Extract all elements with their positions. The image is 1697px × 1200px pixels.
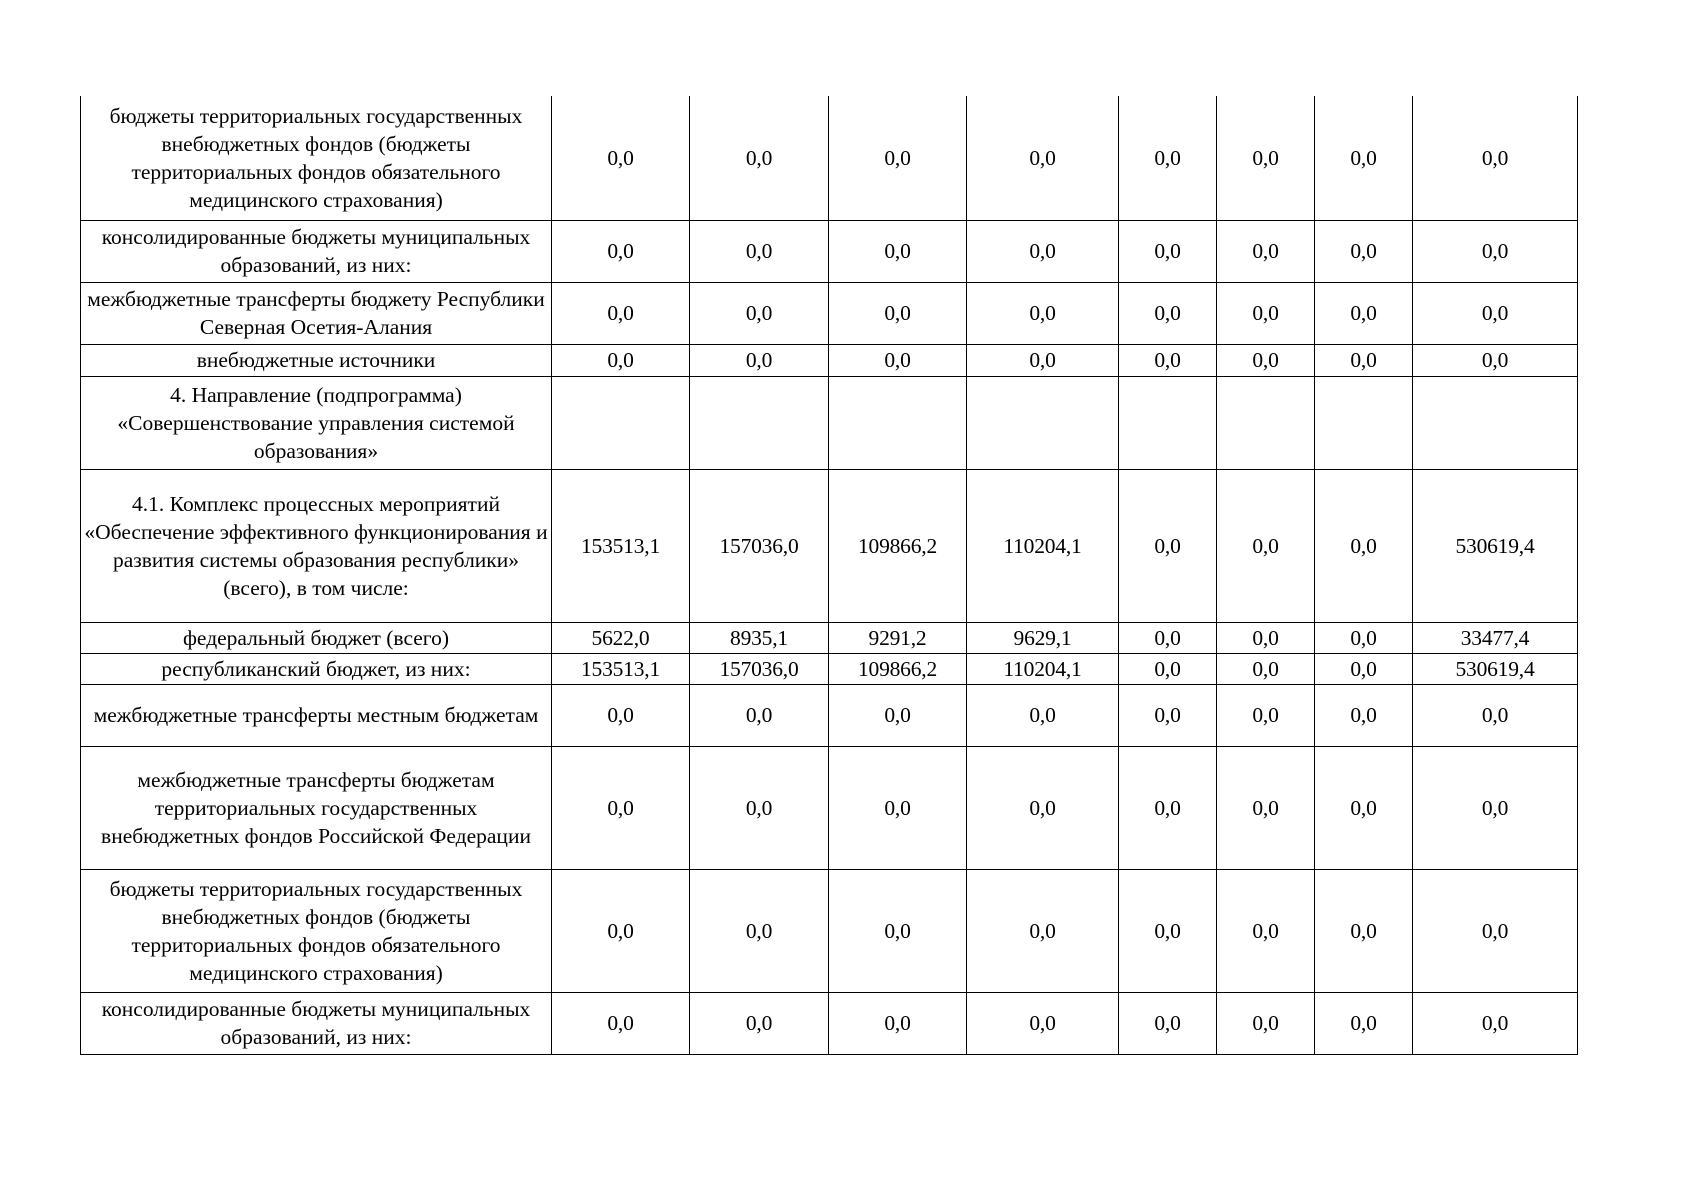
value-cell: 0,0 (1315, 992, 1413, 1054)
value-cell: 0,0 (1315, 746, 1413, 869)
table-row (81, 376, 1578, 469)
value-cell: 0,0 (690, 684, 829, 746)
value-cell: 0,0 (1413, 869, 1578, 992)
row-label: бюджеты территориальных государственных внебюджетных фондов (бюджеты территориальных фондов обязательного медицинского страхования) (81, 869, 552, 992)
value-cell: 0,0 (552, 746, 690, 869)
value-cell (552, 376, 690, 469)
value-cell: 0,0 (1315, 622, 1413, 653)
value-cell: 0,0 (829, 684, 967, 746)
row-label: консолидированные бюджеты муниципальных образований, из них: (81, 992, 552, 1054)
value-cell: 0,0 (1413, 220, 1578, 282)
value-cell: 0,0 (1119, 869, 1217, 992)
value-cell: 0,0 (1217, 220, 1315, 282)
value-cell: 0,0 (1315, 469, 1413, 622)
budget-table (80, 96, 1578, 1055)
value-cell: 109866,2 (829, 469, 967, 622)
value-cell: 0,0 (1119, 653, 1217, 684)
value-cell: 0,0 (967, 869, 1119, 992)
value-cell: 0,0 (967, 684, 1119, 746)
row-label: внебюджетные источники (81, 344, 552, 376)
table-row (81, 469, 1578, 622)
table-row (81, 96, 1578, 220)
value-cell: 157036,0 (690, 653, 829, 684)
table-row (81, 869, 1578, 992)
value-cell: 0,0 (552, 96, 690, 220)
value-cell: 0,0 (1413, 96, 1578, 220)
value-cell: 0,0 (1217, 992, 1315, 1054)
row-label: межбюджетные трансферты бюджетам территориальных государственных внебюджетных фондов Российской Федерации (81, 746, 552, 869)
value-cell: 9629,1 (967, 622, 1119, 653)
value-cell: 530619,4 (1413, 653, 1578, 684)
value-cell (1217, 376, 1315, 469)
value-cell: 0,0 (829, 282, 967, 344)
value-cell: 0,0 (1413, 344, 1578, 376)
value-cell: 0,0 (690, 282, 829, 344)
value-cell: 0,0 (1119, 746, 1217, 869)
value-cell: 0,0 (1217, 344, 1315, 376)
value-cell: 0,0 (1119, 220, 1217, 282)
value-cell: 0,0 (1119, 622, 1217, 653)
value-cell: 0,0 (829, 869, 967, 992)
row-label: межбюджетные трансферты местным бюджетам (81, 684, 552, 746)
value-cell: 0,0 (829, 96, 967, 220)
value-cell: 0,0 (1315, 344, 1413, 376)
value-cell (1119, 376, 1217, 469)
value-cell: 110204,1 (967, 469, 1119, 622)
value-cell: 0,0 (690, 869, 829, 992)
table-body (81, 96, 1578, 1054)
row-label: бюджеты территориальных государственных внебюджетных фондов (бюджеты территориальных фондов обязательного медицинского страхования) (81, 96, 552, 220)
value-cell (967, 376, 1119, 469)
value-cell: 0,0 (829, 746, 967, 869)
row-label: федеральный бюджет (всего) (81, 622, 552, 653)
value-cell: 153513,1 (552, 653, 690, 684)
value-cell: 0,0 (967, 746, 1119, 869)
value-cell: 0,0 (552, 684, 690, 746)
value-cell: 0,0 (967, 992, 1119, 1054)
value-cell: 0,0 (1217, 653, 1315, 684)
value-cell: 0,0 (1119, 282, 1217, 344)
value-cell (1413, 376, 1578, 469)
value-cell: 0,0 (1119, 344, 1217, 376)
section-heading: 4. Направление (подпрограмма) «Совершенствование управления системой образования» (81, 376, 552, 469)
value-cell: 0,0 (829, 344, 967, 376)
value-cell: 0,0 (1217, 869, 1315, 992)
table-row (81, 220, 1578, 282)
value-cell: 0,0 (552, 992, 690, 1054)
table-row (81, 622, 1578, 653)
value-cell: 0,0 (1119, 684, 1217, 746)
value-cell: 0,0 (690, 746, 829, 869)
value-cell: 0,0 (1217, 282, 1315, 344)
value-cell: 9291,2 (829, 622, 967, 653)
table-row (81, 344, 1578, 376)
value-cell: 0,0 (1315, 220, 1413, 282)
table-row (81, 282, 1578, 344)
value-cell: 0,0 (552, 220, 690, 282)
table-row (81, 746, 1578, 869)
value-cell: 0,0 (967, 96, 1119, 220)
value-cell: 0,0 (1315, 653, 1413, 684)
value-cell: 0,0 (1315, 684, 1413, 746)
value-cell: 0,0 (1119, 469, 1217, 622)
value-cell: 0,0 (1217, 622, 1315, 653)
value-cell (1315, 376, 1413, 469)
value-cell: 0,0 (690, 220, 829, 282)
value-cell: 0,0 (690, 344, 829, 376)
table-row (81, 653, 1578, 684)
table-row (81, 992, 1578, 1054)
value-cell: 0,0 (829, 220, 967, 282)
value-cell: 110204,1 (967, 653, 1119, 684)
value-cell: 0,0 (967, 344, 1119, 376)
value-cell: 0,0 (1315, 282, 1413, 344)
row-label: консолидированные бюджеты муниципальных образований, из них: (81, 220, 552, 282)
value-cell: 530619,4 (1413, 469, 1578, 622)
value-cell: 0,0 (1217, 746, 1315, 869)
value-cell: 0,0 (1413, 746, 1578, 869)
value-cell: 5622,0 (552, 622, 690, 653)
value-cell: 8935,1 (690, 622, 829, 653)
row-label: 4.1. Комплекс процессных мероприятий «Обеспечение эффективного функционирования и развития системы образования республики» (всего), в том числе: (81, 469, 552, 622)
value-cell: 157036,0 (690, 469, 829, 622)
value-cell (690, 376, 829, 469)
value-cell: 0,0 (552, 344, 690, 376)
value-cell: 0,0 (552, 869, 690, 992)
value-cell: 0,0 (967, 220, 1119, 282)
value-cell: 33477,4 (1413, 622, 1578, 653)
value-cell: 0,0 (690, 992, 829, 1054)
value-cell: 0,0 (552, 282, 690, 344)
row-label: межбюджетные трансферты бюджету Республики Северная Осетия-Алания (81, 282, 552, 344)
value-cell: 0,0 (1217, 469, 1315, 622)
value-cell: 0,0 (1315, 869, 1413, 992)
value-cell: 0,0 (1413, 282, 1578, 344)
table-row (81, 684, 1578, 746)
value-cell (829, 376, 967, 469)
value-cell: 0,0 (1413, 992, 1578, 1054)
value-cell: 0,0 (1413, 684, 1578, 746)
value-cell: 0,0 (1217, 684, 1315, 746)
value-cell: 0,0 (690, 96, 829, 220)
value-cell: 109866,2 (829, 653, 967, 684)
value-cell: 0,0 (967, 282, 1119, 344)
value-cell: 0,0 (829, 992, 967, 1054)
value-cell: 0,0 (1119, 992, 1217, 1054)
value-cell: 0,0 (1217, 96, 1315, 220)
value-cell: 0,0 (1315, 96, 1413, 220)
value-cell: 153513,1 (552, 469, 690, 622)
value-cell: 0,0 (1119, 96, 1217, 220)
row-label: республиканский бюджет, из них: (81, 653, 552, 684)
